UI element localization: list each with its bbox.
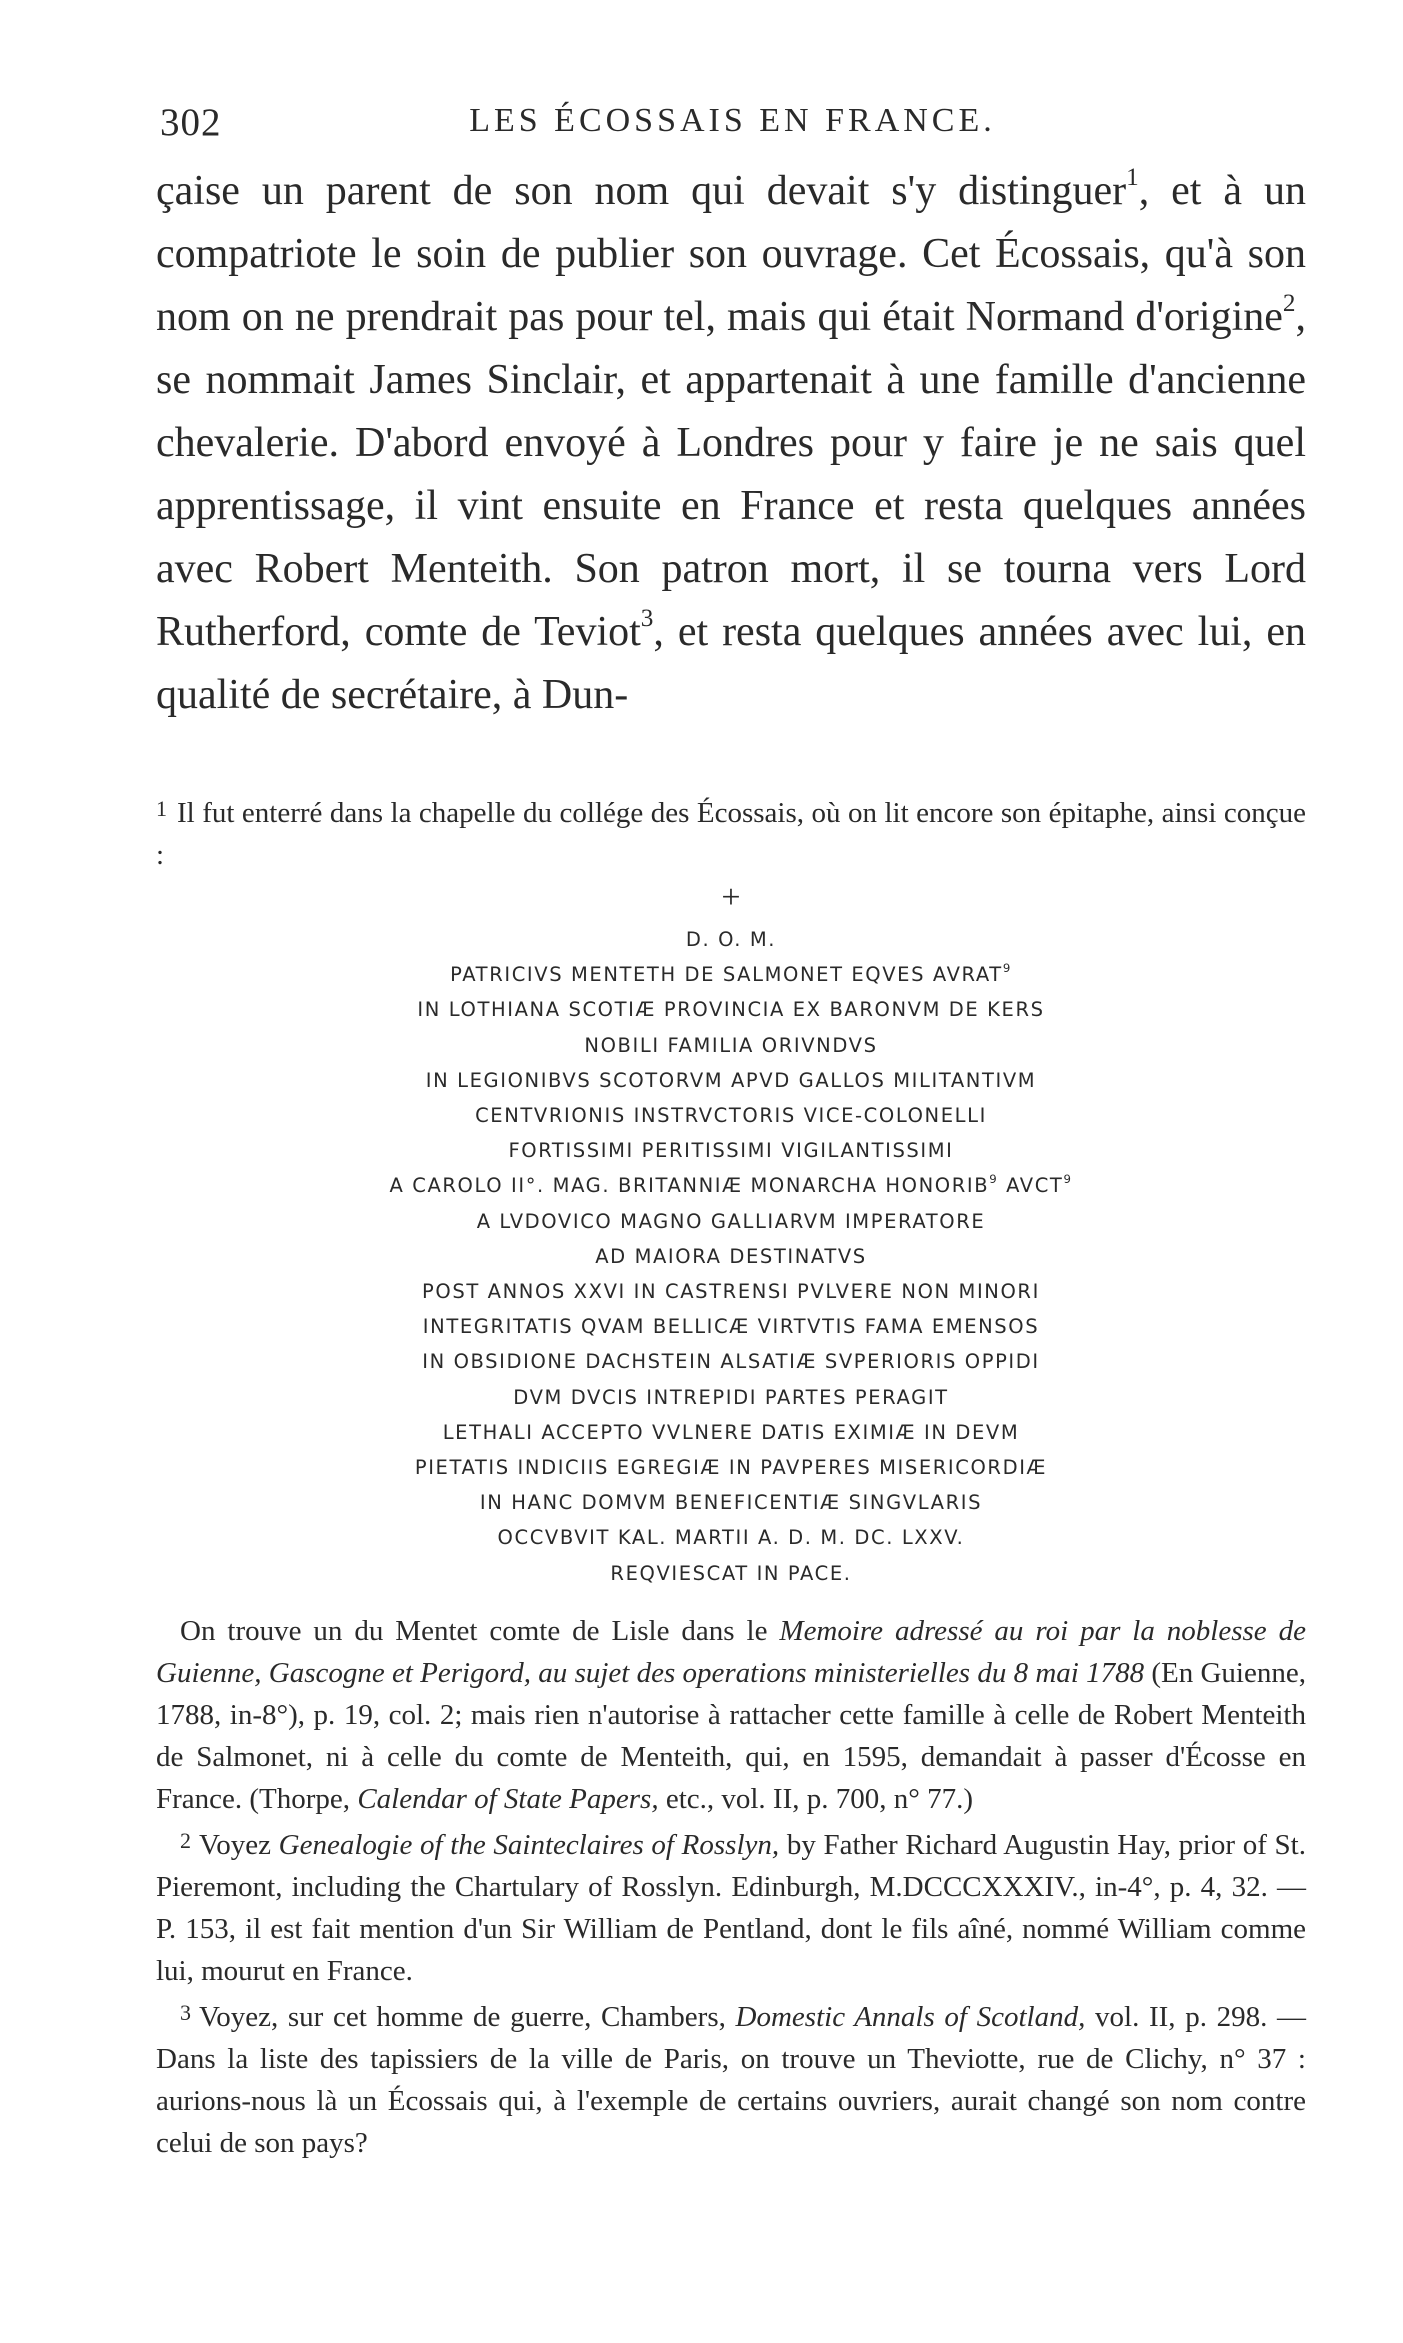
footnote-number: 2	[180, 1828, 191, 1853]
footnotes-continued	[156, 1610, 1306, 2164]
footnote-1-intro: $^1$ Il fut enterré dans la chapelle du collége des Écossais, où on lit encore son épitaphe, ainsi conçue :	[156, 796, 1306, 871]
epitaph-line: LETHALI ACCEPTO VVLNERE DATIS EXIMIÆ IN DEVM	[442, 1420, 1020, 1444]
epitaph-line: IN HANC DOMVM BENEFICENTIÆ SINGVLARIS	[479, 1491, 983, 1515]
footnote-1-continued: On trouve un du Mentet comte de Lisle dans le Memoire adressé au roi par la noblesse de Guienne, Gascogne et Perigord, au sujet des operations ministerielles du 8 mai 1788 (En Guienne, 1788, in-8°), p. 19, col. 2; mais rien n'autorise à rattacher cette famille à celle de Robert Menteith de Salmonet, ni à celle du comte de Menteith, qui, en 1595, demandait à passer d'Écosse en France. (Thorpe, Calendar of State Papers, etc., vol. II, p. 700, n° 77.)	[156, 1615, 1306, 1815]
footnote-2: $^2$ Voyez Genealogie of the Sainteclaires of Rosslyn, by Father Richard Augustin Hay, prior of St. Pieremont, including the Chartulary of Rosslyn. Edinburgh, M.DCCCXXXIV., in-4°, p. 4, 32. — P. 153, il est fait mention d'un Sir William de Pentland, dont le fils aîné, nommé William comme lui, mourut en France.	[156, 1828, 1306, 1987]
epitaph-line: PIETATIS INDICIIS EGREGIÆ IN PAVPERES MISERICORDIÆ	[414, 1456, 1048, 1480]
epitaph-line: OCCVBVIT KAL. MARTII A. D. M. DC. LXXV.	[497, 1526, 965, 1550]
note-ref-3: 3	[640, 605, 654, 633]
epitaph-line: POST ANNOS XXVI IN CASTRENSI PVLVERE NON MINORI	[422, 1280, 1040, 1304]
epitaph	[156, 922, 1306, 1591]
epitaph-line: D. O. M.	[685, 928, 777, 951]
epitaph-line: IN LOTHIANA SCOTIÆ PROVINCIA EX BARONVM DE KERS	[417, 998, 1045, 1022]
epitaph-line: NOBILI FAMILIA ORIVNDVS	[584, 1033, 878, 1057]
main-paragraph: çaise un parent de son nom qui devait s'y distinguer$^1$, et à un compatriote le soin de publier son ouvrage. Cet Écossais, qu'à son nom on ne prendrait pas pour tel, mais qui était Normand d'origine$^2$, se nommait James Sinclair, et appartenait à une famille d'ancienne chevalerie. D'abord envoyé à Londres pour y faire je ne sais quel apprentissage, il vint ensuite en France et resta quelques années avec Robert Menteith. Son patron mort, il se tourna vers Lord Rutherford, comte de Teviot$^3$, et resta quelques années avec lui, en qualité de secrétaire, à Dun-	[156, 164, 1306, 718]
epitaph-line: AD MAIORA DESTINATVS	[595, 1244, 867, 1268]
footnote-number: 3	[180, 2000, 191, 2025]
epitaph-line: PATRICIVS MENTETH DE SALMONET EQVES AVRAT$^9$	[450, 961, 1012, 987]
epitaph-line: DVM DVCIS INTREPIDI PARTES PERAGIT	[513, 1385, 949, 1409]
epitaph-line: INTEGRITATIS QVAM BELLICÆ VIRTVTIS FAMA EMENSOS	[422, 1315, 1040, 1339]
epitaph-line: A CAROLO II°. MAG. BRITANNIÆ MONARCHA HONORIB$^9$ AVCT$^9$	[389, 1172, 1073, 1198]
page-header	[160, 100, 1305, 150]
epitaph-line: IN LEGIONIBVS SCOTORVM APVD GALLOS MILITANTIVM	[425, 1068, 1037, 1092]
note-ref-1: 1	[1126, 164, 1139, 192]
epitaph-line: REQVIESCAT IN PACE.	[610, 1561, 852, 1585]
footnote-3: $^3$ Voyez, sur cet homme de guerre, Chambers, Domestic Annals of Scotland, vol. II, p. 298. — Dans la liste des tapissiers de la ville de Paris, on trouve un Theviotte, rue de Clichy, n° 37 : aurions-nous là un Écossais qui, à l'exemple de certains ouvriers, aurait changé son nom contre celui de son pays?	[156, 2000, 1307, 2159]
main-text	[156, 160, 1306, 727]
footnote-1	[156, 788, 1306, 1591]
epitaph-line: A LVDOVICO MAGNO GALLIARVM IMPERATORE	[476, 1209, 986, 1233]
footnote-number: 1	[156, 796, 167, 821]
epitaph-line: CENTVRIONIS INSTRVCTORIS VICE-COLONELLI	[475, 1104, 987, 1128]
running-title: LES ÉCOSSAIS EN FRANCE.	[469, 102, 996, 139]
page-number: 302	[160, 101, 222, 144]
note-ref-2: 2	[1282, 290, 1296, 318]
epitaph-line: FORTISSIMI PERITISSIMI VIGILANTISSIMI	[508, 1139, 954, 1163]
epitaph-line: IN OBSIDIONE DACHSTEIN ALSATIÆ SVPERIORIS OPPIDI	[422, 1350, 1040, 1374]
cross-symbol: +	[721, 879, 741, 916]
